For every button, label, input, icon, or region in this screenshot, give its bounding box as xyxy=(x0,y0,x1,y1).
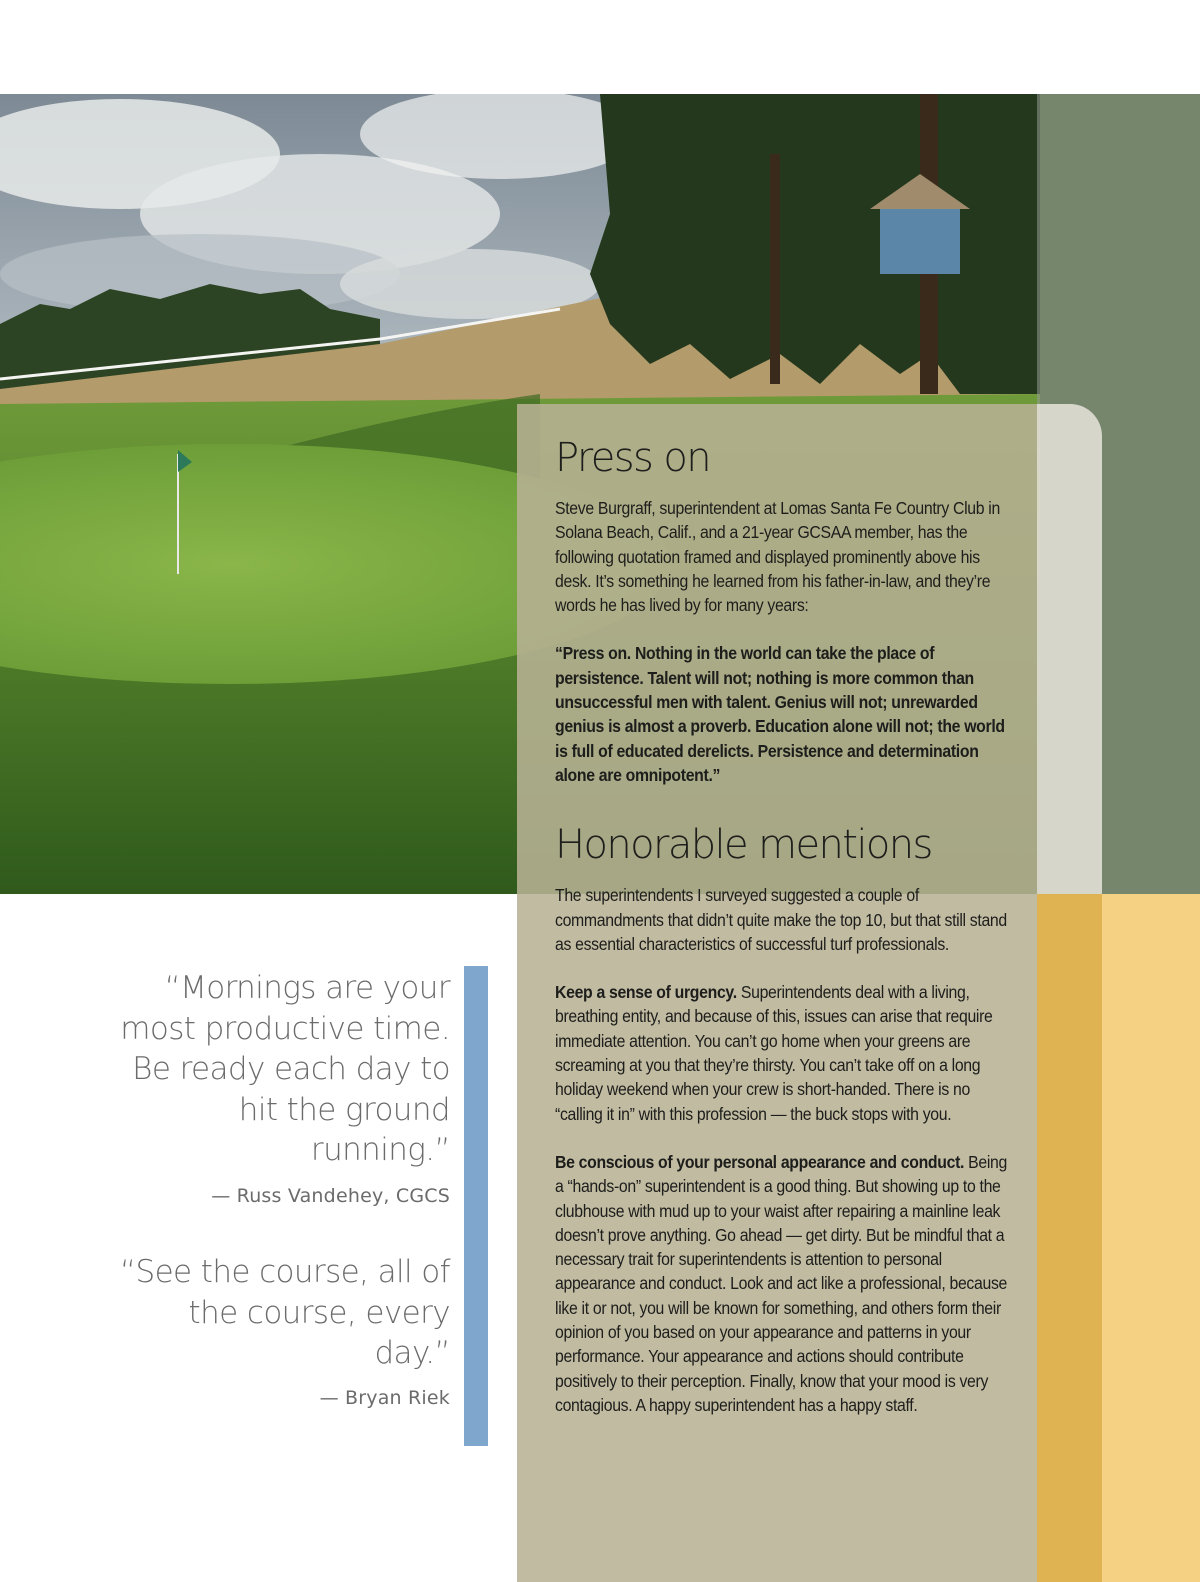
pale-side-panel xyxy=(1037,404,1102,894)
appearance-title: Be conscious of your personal appearance and conduct. xyxy=(555,1151,965,1172)
urgency-paragraph xyxy=(555,980,1015,1126)
article-panel xyxy=(517,404,1037,1582)
appearance-body: Being a “hands-on” superintendent is a good thing. But showing up to the clubhouse with mud up to your waist after repairing a mainline leak doesn’t prove anything. Go ahead — get dirty. But be mindful that a necessary trait for superintendents is attention to personal appearance and conduct. Look and act like a professional, because like it or not, you will be known for something, and others form their opinion of you based on your appearance and patterns in your performance. Your appearance and actions should contribute positively to their perception. Finally, know that your mood is very contagious. A happy superintendent has a happy staff. xyxy=(555,1151,1008,1415)
sand-column xyxy=(1102,894,1200,1582)
urgency-title: Keep a sense of urgency. xyxy=(555,982,737,1003)
honorable-heading: Honorable mentions xyxy=(555,822,932,869)
pull-quote-attribution-riek: — Bryan Riek xyxy=(319,1387,450,1409)
honorable-intro: The superintendents I surveyed suggested a couple of commandments that didn’t quite make the top 10, but that still stand as essential characteristics of successful turf professionals. xyxy=(555,885,1007,954)
urgency-body: Superintendents deal with a living, breathing entity, and because of this, issues can arise that require immediate attention. You can’t go home when your greens are screaming at you that they’re thirsty. You can’t take off on a long holiday weekend when your crew is short-handed. There is no “calling it in” with this profession — the buck stops with you. xyxy=(555,982,993,1124)
pull-quote-attribution-vandehey: — Russ Vandehey, CGCS xyxy=(211,1185,450,1207)
press-on-quote: “Press on. Nothing in the world can take the place of persistence. Talent will not; nothing is more common than unsuccessful men with talent. Genius will not; unrewarded genius is almost a proverb. Education alone will not; the world is full of educated derelicts. Persistence and determination alone are omnipotent.” xyxy=(555,643,1005,785)
pull-quote-accent-bar xyxy=(464,966,488,1446)
press-on-heading: Press on xyxy=(555,435,711,481)
appearance-paragraph xyxy=(555,1150,1015,1417)
pull-quote-mornings: “Mornings are your most productive time. Be ready each day to hit the ground running.” xyxy=(120,970,450,1168)
gold-column xyxy=(1037,894,1102,1582)
pull-quote-course: “See the course, all of the course, every day.” xyxy=(120,1254,450,1371)
press-on-intro: Steve Burgraff, superintendent at Lomas Santa Fe Country Club in Solana Beach, Calif., and a 21-year GCSAA member, has the following quotation framed and displayed prominently above his desk. It’s something he learned from his father-in-law, and they’re words he has lived by for many years: xyxy=(555,498,1000,616)
article-content xyxy=(555,434,1015,1417)
